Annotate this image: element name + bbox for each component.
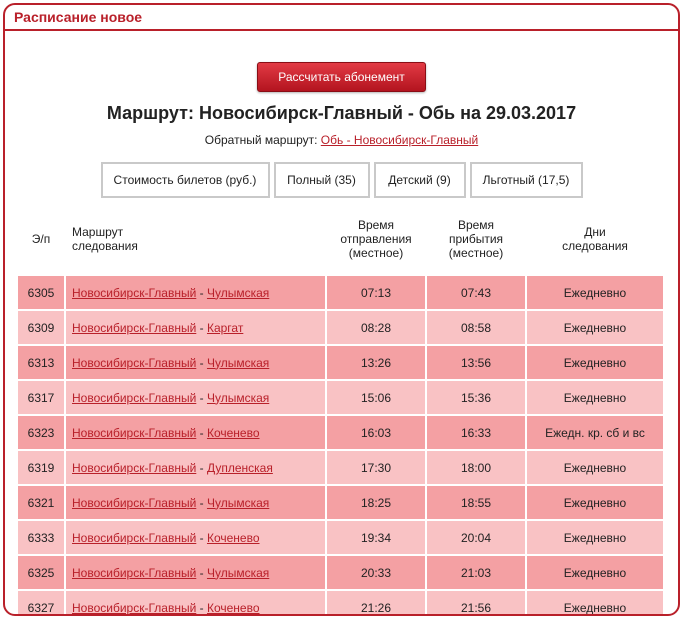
route-cell: Новосибирск-Главный - Коченево [66,591,325,616]
station-to-link[interactable]: Дупленская [206,460,273,475]
train-number: 6305 [18,276,64,309]
station-to-link[interactable]: Чулымская [206,390,270,405]
reverse-route-label: Обратный маршрут: [204,133,318,147]
reverse-route-link[interactable]: Обь - Новосибирск-Главный [320,133,479,147]
station-to-link[interactable]: Каргат [206,320,244,335]
station-from-link[interactable]: Новосибирск-Главный [72,460,197,475]
station-to-link[interactable]: Коченево [206,600,260,615]
price-full: Полный (35) [274,162,370,198]
table-row [18,276,663,309]
route-cell: Новосибирск-Главный - Коченево [66,521,325,554]
header-train-number: Э/п [31,232,51,246]
route-cell: Новосибирск-Главный - Чулымская [66,556,325,589]
calculate-subscription-button[interactable]: Рассчитать абонемент [257,62,426,92]
table-row [18,346,663,379]
departure-time: 19:34 [327,521,425,554]
departure-time: 20:33 [327,556,425,589]
operating-days: Ежедневно [527,521,663,554]
panel-title: Расписание новое [14,9,146,25]
station-from-link[interactable]: Новосибирск-Главный [72,495,197,510]
departure-time: 18:25 [327,486,425,519]
arrival-time: 13:56 [427,346,525,379]
table-row [18,591,663,616]
station-to-link[interactable]: Чулымская [206,495,270,510]
reverse-route [5,133,678,147]
train-number: 6321 [18,486,64,519]
table-row [18,416,663,449]
arrival-time: 18:55 [427,486,525,519]
station-from-link[interactable]: Новосибирск-Главный [72,565,197,580]
operating-days: Ежедневно [527,311,663,344]
departure-time: 15:06 [327,381,425,414]
price-child: Детский (9) [374,162,466,198]
train-number: 6309 [18,311,64,344]
station-from-link[interactable]: Новосибирск-Главный [72,320,197,335]
station-from-link[interactable]: Новосибирск-Главный [72,530,197,545]
table-header-row [18,204,663,274]
train-number: 6323 [18,416,64,449]
route-cell: Новосибирск-Главный - Чулымская [66,276,325,309]
table-row [18,381,663,414]
station-from-link[interactable]: Новосибирск-Главный [72,390,197,405]
station-to-link[interactable]: Коченево [206,425,260,440]
arrival-time: 16:33 [427,416,525,449]
station-to-link[interactable]: Коченево [206,530,260,545]
operating-days: Ежедневно [527,346,663,379]
departure-time: 08:28 [327,311,425,344]
table-row [18,486,663,519]
table-row [18,521,663,554]
route-cell: Новосибирск-Главный - Коченево [66,416,325,449]
schedule-table [16,202,665,616]
panel-header [5,5,678,31]
train-number: 6317 [18,381,64,414]
station-from-link[interactable]: Новосибирск-Главный [72,425,197,440]
price-cost-label: Стоимость билетов (руб.) [101,162,270,198]
arrival-time: 15:36 [427,381,525,414]
departure-time: 16:03 [327,416,425,449]
table-row [18,451,663,484]
train-number: 6327 [18,591,64,616]
route-cell: Новосибирск-Главный - Чулымская [66,381,325,414]
header-arrival: Время прибытия (местное) [448,218,504,260]
arrival-time: 21:03 [427,556,525,589]
arrival-time: 18:00 [427,451,525,484]
operating-days: Ежедн. кр. сб и вс [527,416,663,449]
header-days: Дни следования [562,225,628,253]
arrival-time: 21:56 [427,591,525,616]
station-to-link[interactable]: Чулымская [206,565,270,580]
route-cell: Новосибирск-Главный - Дупленская [66,451,325,484]
table-row [18,556,663,589]
operating-days: Ежедневно [527,591,663,616]
header-departure: Время отправления (местное) [340,218,412,260]
operating-days: Ежедневно [527,451,663,484]
departure-time: 17:30 [327,451,425,484]
station-to-link[interactable]: Чулымская [206,355,270,370]
operating-days: Ежедневно [527,276,663,309]
schedule-panel [3,3,680,616]
departure-time: 13:26 [327,346,425,379]
route-cell: Новосибирск-Главный - Чулымская [66,486,325,519]
route-cell: Новосибирск-Главный - Чулымская [66,346,325,379]
operating-days: Ежедневно [527,556,663,589]
table-row [18,311,663,344]
departure-time: 21:26 [327,591,425,616]
train-number: 6313 [18,346,64,379]
arrival-time: 07:43 [427,276,525,309]
train-number: 6319 [18,451,64,484]
route-cell: Новосибирск-Главный - Каргат [66,311,325,344]
ticket-prices [5,162,678,198]
operating-days: Ежедневно [527,381,663,414]
route-title: Маршрут: Новосибирск-Главный - Обь на 29.03.2017 [106,103,577,123]
header-route: Маршрут следования [72,225,138,253]
operating-days: Ежедневно [527,486,663,519]
station-to-link[interactable]: Чулымская [206,285,270,300]
price-discount: Льготный (17,5) [470,162,583,198]
station-from-link[interactable]: Новосибирск-Главный [72,355,197,370]
arrival-time: 08:58 [427,311,525,344]
train-number: 6333 [18,521,64,554]
station-from-link[interactable]: Новосибирск-Главный [72,285,197,300]
train-number: 6325 [18,556,64,589]
departure-time: 07:13 [327,276,425,309]
arrival-time: 20:04 [427,521,525,554]
station-from-link[interactable]: Новосибирск-Главный [72,600,197,615]
